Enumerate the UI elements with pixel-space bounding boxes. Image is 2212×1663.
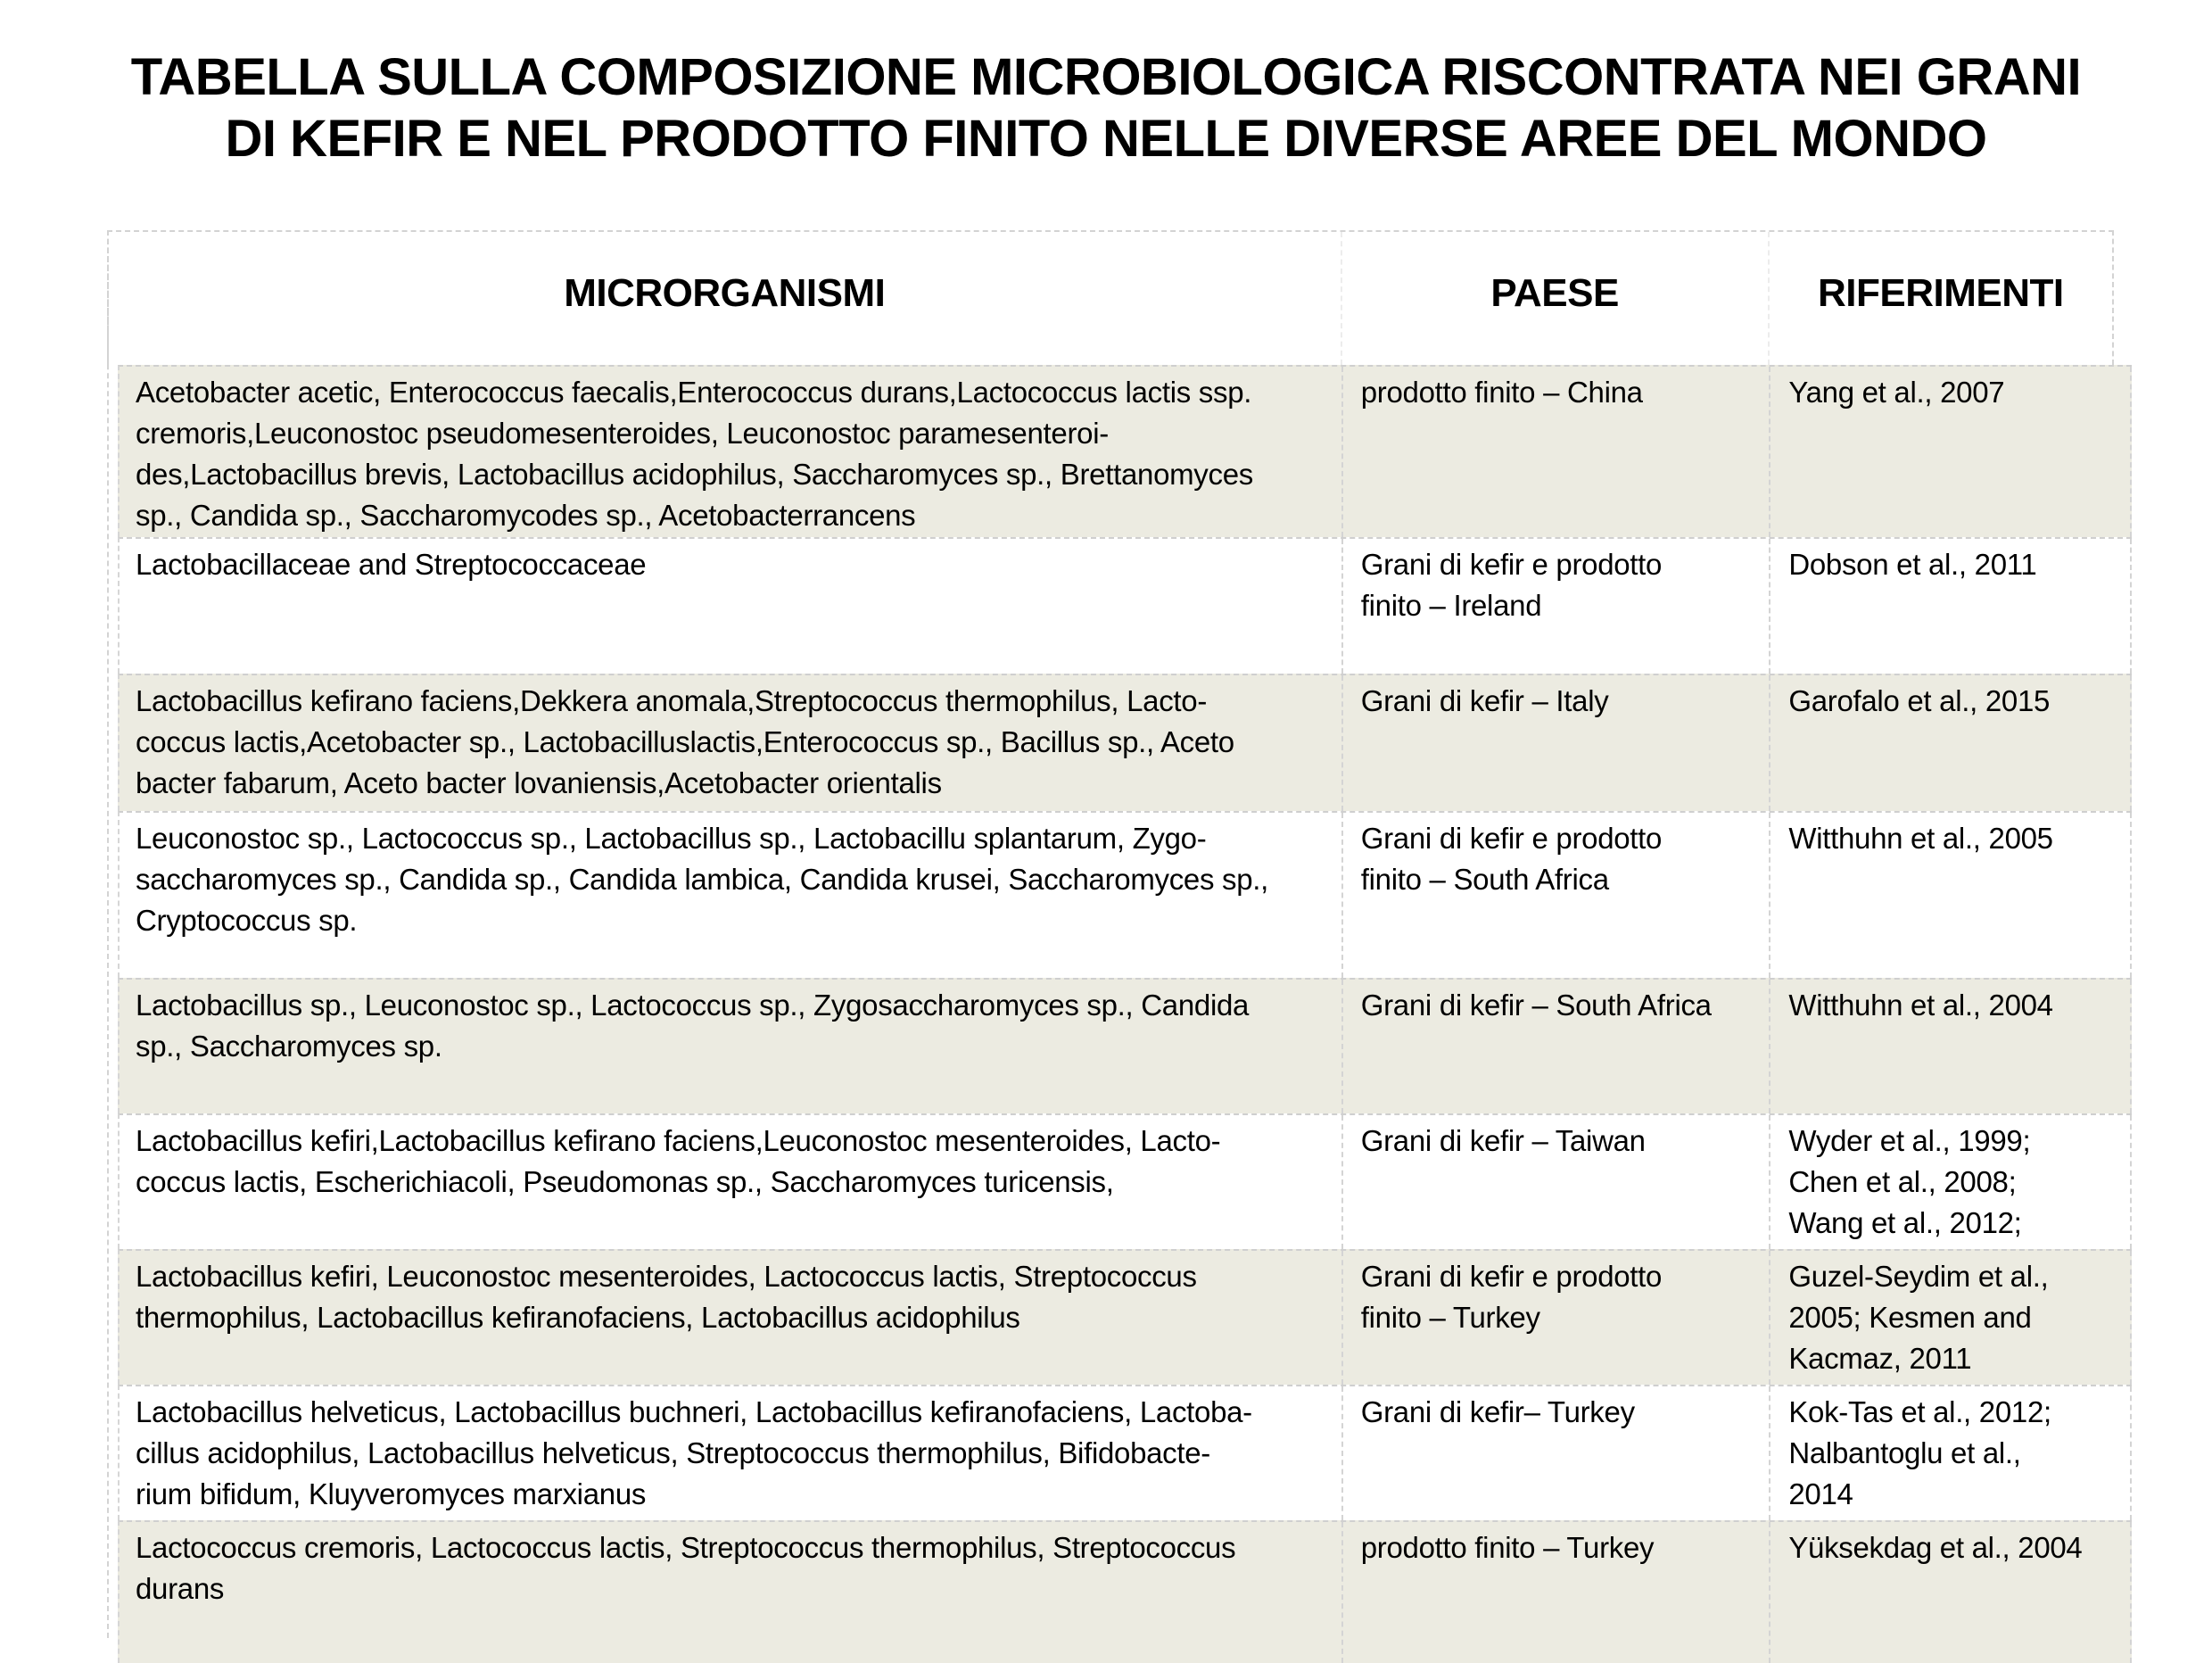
cell-riferimenti: Yüksekdag et al., 2004 bbox=[1770, 1522, 2132, 1663]
cell-microrganismi: Lactobacillus helveticus, Lactobacillus buchneri, Lactobacillus kefiranofaciens, Lactoba- cillus acidophilus, Lactobacillus helveticus, Streptococcus thermophilus, Bifidobacte- rium bifidum, Kluyveromyces marxianus bbox=[120, 1386, 1343, 1520]
cell-paese: Grani di kefir – Taiwan bbox=[1343, 1115, 1771, 1249]
cell-paese: Grani di kefir e prodotto finito – Turkey bbox=[1343, 1251, 1771, 1385]
header-paese: PAESE bbox=[1342, 232, 1770, 365]
table-row bbox=[118, 1113, 2132, 1249]
table-header bbox=[107, 230, 2114, 365]
cell-paese: prodotto finito – China bbox=[1343, 367, 1771, 537]
table-row bbox=[118, 1385, 2132, 1520]
title-line-1: TABELLA SULLA COMPOSIZIONE MICROBIOLOGICA RISCONTRATA NEI GRANI bbox=[130, 48, 2082, 106]
cell-riferimenti: Dobson et al., 2011 bbox=[1770, 539, 2132, 674]
table-row bbox=[118, 537, 2132, 674]
cell-microrganismi: Leuconostoc sp., Lactococcus sp., Lactobacillus sp., Lactobacillu splantarum, Zygo- saccharomyces sp., Candida sp., Candida lambica, Candida krusei, Saccharomyces sp., Cryptococcus sp. bbox=[120, 813, 1343, 978]
table-body bbox=[107, 365, 2132, 1663]
cell-microrganismi: Lactobacillaceae and Streptococcaceae bbox=[120, 539, 1343, 674]
cell-paese: Grani di kefir– Turkey bbox=[1343, 1386, 1771, 1520]
table-row bbox=[118, 811, 2132, 978]
cell-riferimenti: Witthuhn et al., 2004 bbox=[1770, 980, 2132, 1113]
page-title bbox=[0, 46, 2212, 170]
cell-microrganismi: Acetobacter acetic, Enterococcus faecalis,Enterococcus durans,Lactococcus lactis ssp. cremoris,Leuconostoc pseudomesenteroides, Leuconostoc paramesenteroi- des,Lactobacillus brevis, Lactobacillus acidophilus, Saccharomyces sp., Brettanomyces sp., Candida sp., Saccharomycodes sp., Acetobacterrancens bbox=[120, 367, 1343, 537]
table-row bbox=[118, 365, 2132, 537]
cell-riferimenti: Yang et al., 2007 bbox=[1770, 367, 2132, 537]
cell-paese: Grani di kefir e prodotto finito – South Africa bbox=[1343, 813, 1771, 978]
header-riferimenti: RIFERIMENTI bbox=[1818, 270, 2064, 315]
table-row bbox=[118, 1520, 2132, 1663]
cell-paese: Grani di kefir e prodotto finito – Ireland bbox=[1343, 539, 1771, 674]
table-row bbox=[118, 978, 2132, 1113]
cell-riferimenti: Guzel-Seydim et al., 2005; Kesmen and Kacmaz, 2011 bbox=[1770, 1251, 2132, 1385]
cell-microrganismi: Lactococcus cremoris, Lactococcus lactis, Streptococcus thermophilus, Streptococcus durans bbox=[120, 1522, 1343, 1663]
table-row bbox=[118, 1249, 2132, 1385]
cell-paese: prodotto finito – Turkey bbox=[1343, 1522, 1771, 1663]
cell-microrganismi: Lactobacillus kefiri,Lactobacillus kefirano faciens,Leuconostoc mesenteroides, Lacto- coccus lactis, Escherichiacoli, Pseudomonas sp., Saccharomyces turicensis, bbox=[120, 1115, 1343, 1249]
cell-microrganismi: Lactobacillus sp., Leuconostoc sp., Lactococcus sp., Zygosaccharomyces sp., Candida sp., Saccharomyces sp. bbox=[120, 980, 1343, 1113]
microbiology-table bbox=[107, 230, 2132, 1663]
cell-microrganismi: Lactobacillus kefiri, Leuconostoc mesenteroides, Lactococcus lactis, Streptococcus thermophilus, Lactobacillus kefiranofaciens, Lactobacillus acidophilus bbox=[120, 1251, 1343, 1385]
header-microrganismi: MICRORGANISMI bbox=[109, 232, 1342, 365]
cell-riferimenti: Garofalo et al., 2015 bbox=[1770, 675, 2132, 811]
cell-riferimenti: Kok-Tas et al., 2012; Nalbantoglu et al., 2014 bbox=[1770, 1386, 2132, 1520]
cell-paese: Grani di kefir – South Africa bbox=[1343, 980, 1771, 1113]
title-line-2: DI KEFIR E NEL PRODOTTO FINITO NELLE DIVERSE AREE DEL MONDO bbox=[225, 110, 1987, 168]
cell-paese: Grani di kefir – Italy bbox=[1343, 675, 1771, 811]
cell-riferimenti: Wyder et al., 1999; Chen et al., 2008; Wang et al., 2012; bbox=[1770, 1115, 2132, 1249]
cell-riferimenti: Witthuhn et al., 2005 bbox=[1770, 813, 2132, 978]
cell-microrganismi: Lactobacillus kefirano faciens,Dekkera anomala,Streptococcus thermophilus, Lacto- coccus lactis,Acetobacter sp., Lactobacilluslactis,Enterococcus sp., Bacillus sp., Aceto bacter fabarum, Aceto bacter lovaniensis,Acetobacter orientalis bbox=[120, 675, 1343, 811]
table-row bbox=[118, 674, 2132, 811]
